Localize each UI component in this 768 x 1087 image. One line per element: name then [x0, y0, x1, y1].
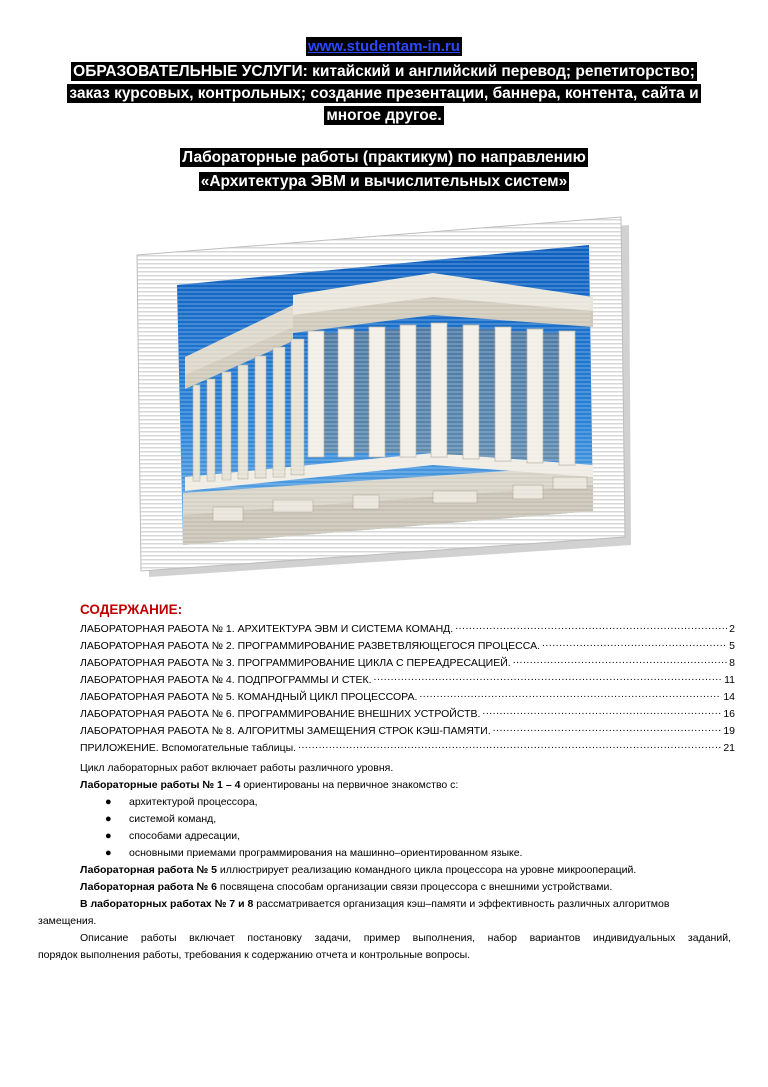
bullet-text: архитектурой процессора, — [129, 796, 258, 808]
bullet-icon: ● — [105, 847, 112, 859]
bullet-text: способами адресации, — [129, 830, 240, 842]
paragraph-lab-5 — [38, 862, 731, 879]
paragraph-description-2: порядок выполнения работы, требования к содержанию отчета и контрольные вопросы. — [38, 949, 471, 961]
toc-leader-dots — [542, 637, 727, 649]
toc-entry-page: 21 — [723, 742, 735, 754]
paragraph-description-1: Описание работы включает постановку задачи, пример выполнения, набор вариантов индивидуальных заданий, — [80, 932, 731, 944]
toc-entry-title: ЛАБОРАТОРНАЯ РАБОТА № 6. ПРОГРАММИРОВАНИЕ ВНЕШНИХ УСТРОЙСТВ. — [80, 708, 481, 720]
doc-title-line-2 — [0, 172, 768, 191]
bullet-icon: ● — [105, 813, 112, 825]
toc-entry-page: 5 — [729, 640, 735, 652]
toc-leader-dots — [455, 620, 727, 632]
lab-6-text: посвящена способам организации связи процессора с внешними устройствами. — [216, 881, 613, 893]
toc-entry-page: 19 — [723, 725, 735, 737]
toc-entry-title: ЛАБОРАТОРНАЯ РАБОТА № 2. ПРОГРАММИРОВАНИЕ РАЗВЕТВЛЯЮЩЕГОСЯ ПРОЦЕССА. — [80, 640, 540, 652]
toc-leader-dots — [493, 722, 722, 734]
toc-entry-page: 2 — [729, 623, 735, 635]
toc-entry[interactable] — [80, 654, 735, 671]
toc-entry[interactable] — [80, 671, 735, 688]
paragraph-labs-7-8 — [38, 896, 731, 913]
toc-entry-page: 11 — [724, 674, 735, 686]
bullet-item — [38, 811, 731, 828]
toc-entry[interactable] — [80, 620, 735, 637]
toc-leader-dots — [419, 688, 721, 700]
labs-1-4-text: ориентированы на первичное знакомство с: — [240, 779, 459, 791]
toc-leader-dots — [298, 739, 721, 751]
bullet-item — [38, 845, 731, 862]
toc-entry-title: ЛАБОРАТОРНАЯ РАБОТА № 4. ПОДПРОГРАММЫ И СТЕК. — [80, 674, 372, 686]
toc-entry-page: 14 — [723, 691, 735, 703]
toc-entry[interactable] — [80, 705, 735, 722]
toc-entry-title: ЛАБОРАТОРНАЯ РАБОТА № 8. АЛГОРИТМЫ ЗАМЕЩЕНИЯ СТРОК КЭШ-ПАМЯТИ. — [80, 725, 491, 737]
doc-title-1: Лабораторные работы (практикум) по направлению — [182, 149, 586, 166]
body-text — [38, 760, 731, 964]
toc-entry[interactable] — [80, 739, 735, 756]
paragraph-labs-7-8-cont: замещения. — [38, 915, 97, 927]
lab-5-bold: Лабораторная работа № 5 — [80, 864, 217, 876]
toc-entry-page: 16 — [723, 708, 735, 720]
ad-text-1: ОБРАЗОВАТЕЛЬНЫЕ УСЛУГИ: китайский и английский перевод; репетиторство; — [73, 63, 695, 80]
website-link[interactable]: www.studentam-in.ru — [308, 38, 460, 55]
header-ad-line-3 — [0, 106, 768, 125]
bullet-icon: ● — [105, 830, 112, 842]
bullet-item — [38, 828, 731, 845]
lab-6-bold: Лабораторная работа № 6 — [80, 881, 217, 893]
toc-entry[interactable] — [80, 722, 735, 739]
toc-entry-title: ЛАБОРАТОРНАЯ РАБОТА № 3. ПРОГРАММИРОВАНИЕ ЦИКЛА С ПЕРЕАДРЕСАЦИЕЙ. — [80, 657, 511, 669]
parthenon-photo — [133, 215, 633, 580]
toc-entry[interactable] — [80, 637, 735, 654]
table-of-contents — [80, 620, 735, 756]
header-url-line — [0, 37, 768, 56]
toc-entry-page: 8 — [729, 657, 735, 669]
paragraph-lab-6 — [38, 879, 731, 896]
toc-heading: СОДЕРЖАНИЕ: — [80, 602, 183, 617]
labs-7-8-text: рассматривается организация кэш–памяти и эффективность различных алгоритмов — [253, 898, 670, 910]
doc-title-2: «Архитектура ЭВМ и вычислительных систем» — [200, 173, 568, 190]
toc-entry-title: ПРИЛОЖЕНИЕ. Вспомогательные таблицы. — [80, 742, 297, 754]
labs-1-4-bold: Лабораторные работы № 1 – 4 — [80, 779, 241, 791]
header-ad-line-2 — [0, 84, 768, 103]
bullet-text: системой команд, — [129, 813, 217, 825]
toc-entry-title: ЛАБОРАТОРНАЯ РАБОТА № 1. АРХИТЕКТУРА ЭВМ И СИСТЕМА КОМАНД. — [80, 623, 454, 635]
intro-paragraph: Цикл лабораторных работ включает работы различного уровня. — [80, 762, 394, 774]
toc-entry[interactable] — [80, 688, 735, 705]
toc-leader-dots — [513, 654, 727, 666]
toc-leader-dots — [374, 671, 723, 683]
bullet-text: основными приемами программирования на машинно–ориентированном языке. — [129, 847, 523, 859]
labs-7-8-bold: В лабораторных работах № 7 и 8 — [80, 898, 254, 910]
lab-5-text: иллюстрирует реализацию командного цикла процессора на уровне микроопераций. — [216, 864, 637, 876]
doc-title-line-1 — [0, 148, 768, 167]
toc-leader-dots — [482, 705, 721, 717]
header-ad-line-1 — [0, 62, 768, 81]
photo-image — [177, 245, 593, 545]
ad-text-2: заказ курсовых, контрольных; создание презентации, баннера, контента, сайта и — [69, 85, 699, 102]
paragraph-labs-1-4 — [38, 777, 731, 794]
bullet-item — [38, 794, 731, 811]
toc-entry-title: ЛАБОРАТОРНАЯ РАБОТА № 5. КОМАНДНЫЙ ЦИКЛ ПРОЦЕССОРА. — [80, 691, 418, 703]
ad-text-3: многое другое. — [326, 107, 442, 124]
bullet-icon: ● — [105, 796, 112, 808]
